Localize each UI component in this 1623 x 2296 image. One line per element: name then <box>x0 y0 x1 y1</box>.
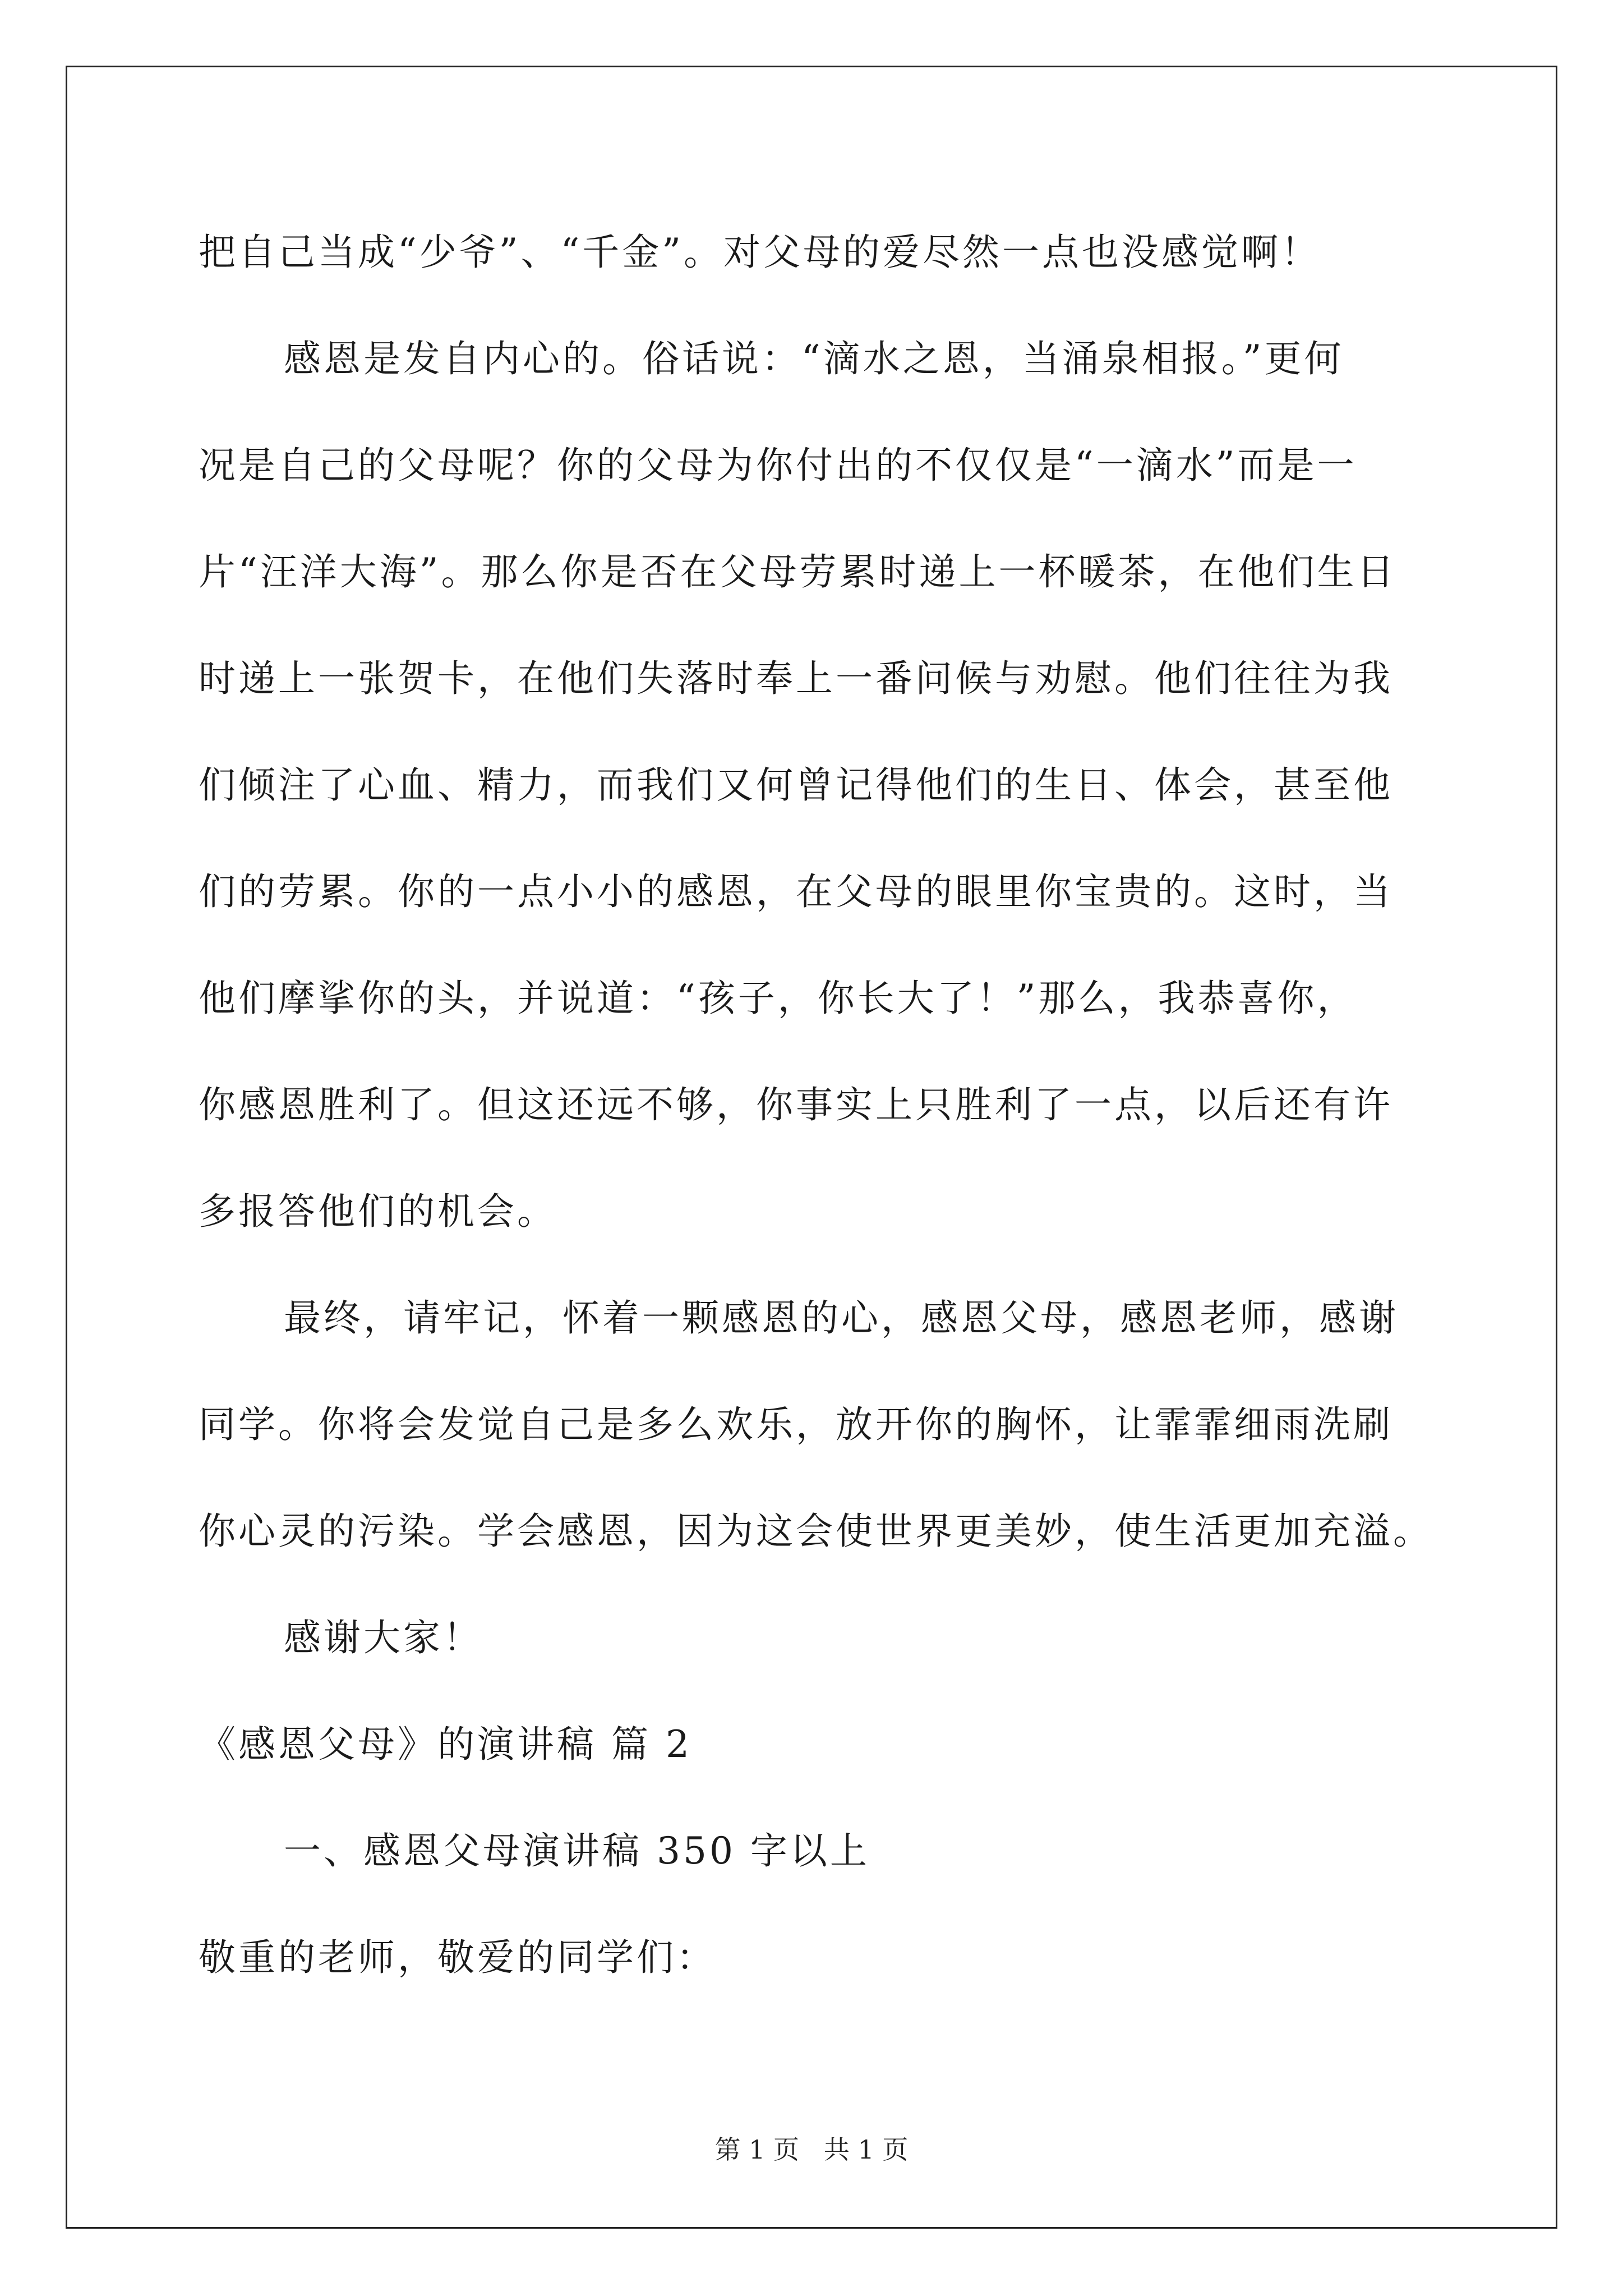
salutation-line: 敬重的老师，敬爱的同学们： <box>199 1936 716 1979</box>
paragraph-line: 们倾注了心血、精力，而我们又何曾记得他们的生日、体会，甚至他 <box>199 763 1393 807</box>
paragraph-line: 你心灵的污染。学会感恩，因为这会使世界更美妙，使生活更加充溢。 <box>199 1510 1433 1553</box>
paragraph-line: 感恩是发自内心的。俗话说：“滴水之恩，当涌泉相报。”更何 <box>284 337 1344 380</box>
paragraph-line: 们的劳累。你的一点小小的感恩，在父母的眼里你宝贵的。这时，当 <box>199 870 1393 913</box>
section-heading: 《感恩父母》的演讲稿 篇 2 <box>199 1723 692 1766</box>
page-footer: 第 1 页 共 1 页 <box>714 2134 909 2165</box>
paragraph-line: 况是自己的父母呢？你的父母为你付出的不仅仅是“一滴水”而是一 <box>199 444 1357 487</box>
closing-line: 感谢大家！ <box>284 1616 483 1659</box>
paragraph-line: 把自己当成“少爷”、“千金”。对父母的爱尽然一点也没感觉啊！ <box>199 231 1321 274</box>
subsection-heading: 一、感恩父母演讲稿 350 字以上 <box>284 1829 870 1872</box>
paragraph-line: 多报答他们的机会。 <box>199 1190 557 1233</box>
paragraph-line: 同学。你将会发觉自己是多么欢乐，放开你的胸怀，让霏霏细雨洗刷 <box>199 1403 1393 1446</box>
document-body <box>199 199 1432 2011</box>
paragraph-line: 你感恩胜利了。但这还远不够，你事实上只胜利了一点，以后还有许 <box>199 1083 1393 1126</box>
paragraph-line: 时递上一张贺卡，在他们失落时奉上一番问候与劝慰。他们往往为我 <box>199 657 1393 700</box>
paragraph-line: 他们摩挲你的头，并说道：“孩子，你长大了！”那么，我恭喜你， <box>199 977 1357 1020</box>
paragraph-line: 片“汪洋大海”。那么你是否在父母劳累时递上一杯暖茶，在他们生日 <box>199 550 1397 593</box>
paragraph-line: 最终，请牢记，怀着一颗感恩的心，感恩父母，感恩老师，感谢 <box>284 1296 1399 1340</box>
